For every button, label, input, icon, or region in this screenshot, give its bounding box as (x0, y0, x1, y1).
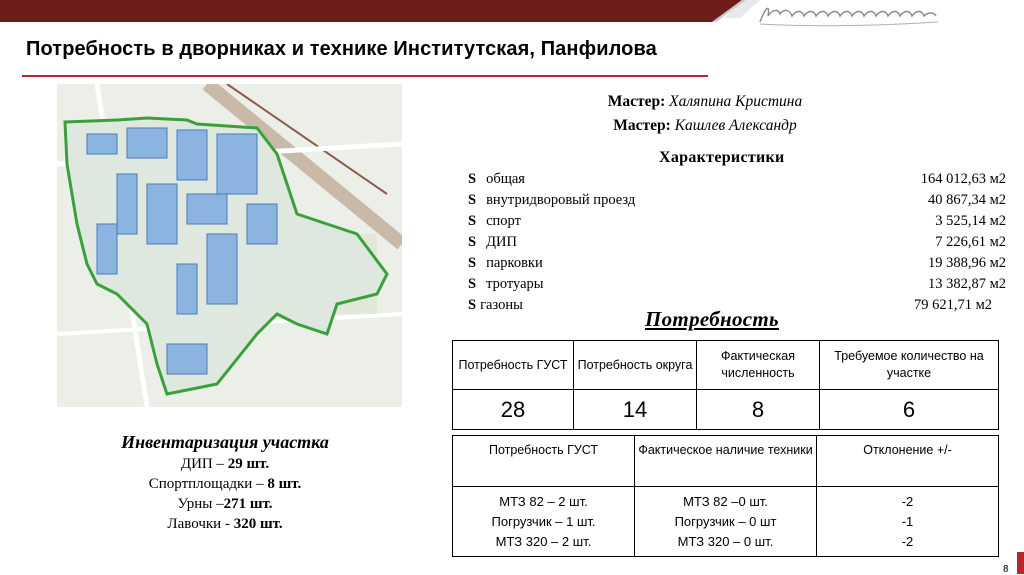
equipment-gust-cell: МТЗ 82 – 2 шт. Погрузчик – 1 шт. МТЗ 320 – 2 шт. (453, 487, 635, 557)
equipment-actual-cell: МТЗ 82 –0 шт. Погрузчик – 0 шт МТЗ 320 – 0 шт. (635, 487, 817, 557)
masters-block (560, 90, 850, 138)
need-value: 28 (453, 390, 574, 430)
need-value: 8 (697, 390, 820, 430)
inventory-block (60, 430, 390, 534)
master-line-2: Мастер: Кашлев Александр (613, 117, 797, 134)
corner-accent (1017, 552, 1024, 574)
page-title: Потребность в дворниках и технике Институтская, Панфилова (26, 38, 657, 60)
char-row: S ДИП 7 226,61 м2 (468, 234, 1006, 250)
equipment-header: Потребность ГУСТ (453, 436, 635, 487)
char-row: S общая 164 012,63 м2 (468, 171, 1006, 187)
char-row: S спорт 3 525,14 м2 (468, 213, 1006, 229)
char-row: S внутридворовый проезд 40 867,34 м2 (468, 192, 1006, 208)
need-value: 14 (574, 390, 697, 430)
need-header: Потребность округа (574, 341, 697, 390)
need-header: Требуемое количество на участке (820, 341, 999, 390)
site-boundary-map (57, 84, 402, 407)
equipment-deviation-cell: -2 -1 -2 (817, 487, 999, 557)
char-row: S парковки 19 388,96 м2 (468, 255, 1006, 271)
page-number: 8 (1003, 564, 1009, 575)
inventory-item: ДИП – 29 шт. (180, 456, 270, 472)
need-value: 6 (820, 390, 999, 430)
inventory-item: Лавочки - 320 шт. (167, 516, 283, 532)
need-table (452, 340, 999, 430)
master-line-1: Мастер: Халяпина Кристина (607, 93, 803, 110)
city-logo (756, 2, 940, 28)
equipment-table (452, 435, 999, 557)
need-header: Потребность ГУСТ (453, 341, 574, 390)
char-row: S газоны 79 621,71 м2 (468, 297, 992, 313)
inventory-item: Спортплощадки – 8 шт. (148, 476, 302, 492)
need-title: Потребность (645, 307, 779, 331)
need-header: Фактическая численность (697, 341, 820, 390)
inventory-item: Урны –271 шт. (177, 496, 273, 512)
char-row: S тротуары 13 382,87 м2 (468, 276, 1006, 292)
equipment-header: Отклонение +/- (817, 436, 999, 487)
inventory-title: Инвентаризация участка (121, 432, 329, 452)
title-underline (22, 75, 708, 77)
equipment-header: Фактическое наличие техники (635, 436, 817, 487)
characteristics-title: Характеристики (659, 149, 785, 166)
